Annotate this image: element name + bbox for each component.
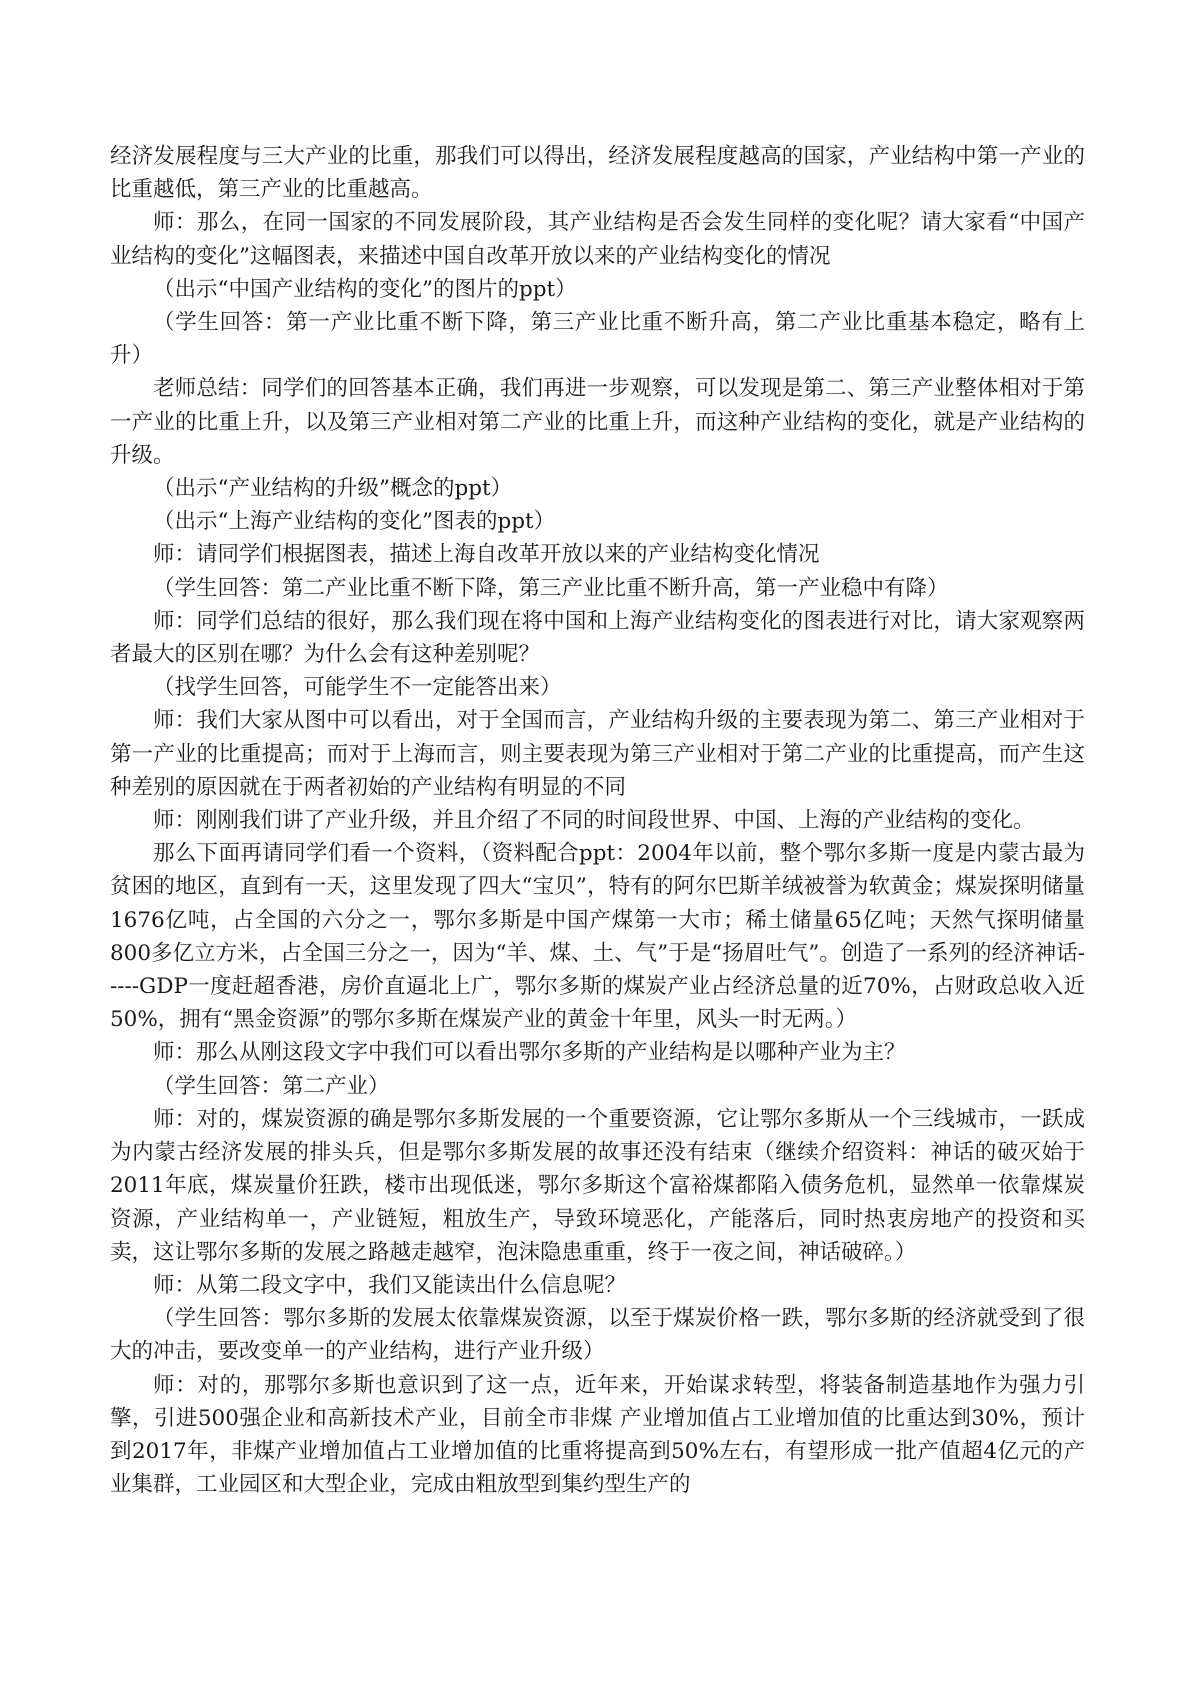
paragraph-5: （出示“产业结构的升级”概念的ppt） xyxy=(153,476,513,502)
paragraph-7: 师：请同学们根据图表，描述上海自改革开放以来的产业结构变化情况 xyxy=(153,542,820,568)
paragraph-18: （学生回答：鄂尔多斯的发展太依靠煤炭资源，以至于煤炭价格一跌，鄂尔多斯的经济就受到了很大的冲击，要改变单一的产业结构，进行产业升级） xyxy=(110,1306,1085,1365)
paragraph-3: （学生回答：第一产业比重不断下降，第三产业比重不断升高，第二产业比重基本稳定，略有上升） xyxy=(110,310,1085,369)
paragraph-1: 师：那么，在同一国家的不同发展阶段，其产业结构是否会发生同样的变化呢？请大家看“中国产业结构的变化”这幅图表，来描述中国自改革开放以来的产业结构变化的情况 xyxy=(110,210,1085,269)
paragraph-6: （出示“上海产业结构的变化”图表的ppt） xyxy=(153,509,556,535)
paragraph-0: 经济发展程度与三大产业的比重，那我们可以得出，经济发展程度越高的国家，产业结构中第一产业的比重越低，第三产业的比重越高。 xyxy=(110,144,1085,203)
paragraph-10: （找学生回答，可能学生不一定能答出来） xyxy=(153,675,562,701)
paragraph-8: （学生回答：第二产业比重不断下降，第三产业比重不断升高，第一产业稳中有降） xyxy=(153,575,949,601)
paragraph-13: 那么下面再请同学们看一个资料，（资料配合ppt：2004年以前，整个鄂尔多斯一度是内蒙古最为贫困的地区，直到有一天，这里发现了四大“宝贝”，特有的阿尔巴斯羊绒被誉为软黄金；煤炭探明储量1676亿吨，占全国的六分之一，鄂尔多斯是中国产煤第一大市；稀土储量65亿吨；天然气探明储量800多亿立方米，占全国三分之一，因为“羊、煤、土、气”于是“扬眉吐气”。创造了一系列的经济神话-----GDP一度赶超香港，房价直逼北上广，鄂尔多斯的煤炭产业占经济总量的近70%，占财政总收入近50%，拥有“黑金资源”的鄂尔多斯在煤炭产业的黄金十年里，风头一时无两。） xyxy=(110,841,1085,1033)
paragraph-17: 师：从第二段文字中，我们又能读出什么信息呢？ xyxy=(153,1272,627,1298)
paragraph-11: 师：我们大家从图中可以看出，对于全国而言，产业结构升级的主要表现为第二、第三产业相对于第一产业的比重提高；而对于上海而言，则主要表现为第三产业相对于第二产业的比重提高，而产生这种差别的原因就在于两者初始的产业结构有明显的不同 xyxy=(110,708,1085,800)
paragraph-12: 师：刚刚我们讲了产业升级，并且介绍了不同的时间段世界、中国、上海的产业结构的变化。 xyxy=(153,808,1035,834)
paragraph-16: 师：对的，煤炭资源的确是鄂尔多斯发展的一个重要资源，它让鄂尔多斯从一个三线城市，一跃成为内蒙古经济发展的排头兵，但是鄂尔多斯发展的故事还没有结束（继续介绍资料：神话的破灭始于2011年底，煤炭量价狂跌，楼市出现低迷，鄂尔多斯这个富裕煤都陷入债务危机，显然单一依靠煤炭资源，产业结构单一，产业链短，粗放生产，导致环境恶化，产能落后，同时热衷房地产的投资和买卖，这让鄂尔多斯的发展之路越走越窄，泡沫隐患重重，终于一夜之间，神话破碎。） xyxy=(110,1106,1085,1265)
paragraph-9: 师：同学们总结的很好，那么我们现在将中国和上海产业结构变化的图表进行对比，请大家观察两者最大的区别在哪？为什么会有这种差别呢？ xyxy=(110,608,1085,668)
paragraph-15: （学生回答：第二产业） xyxy=(153,1073,390,1099)
paragraph-4: 老师总结：同学们的回答基本正确，我们再进一步观察，可以发现是第二、第三产业整体相对于第一产业的比重上升，以及第三产业相对第二产业的比重上升，而这种产业结构的变化，就是产业结构的升级。 xyxy=(110,376,1085,468)
paragraph-2: （出示“中国产业结构的变化”的图片的ppt） xyxy=(153,276,577,302)
document-body xyxy=(110,140,1085,1501)
paragraph-14: 师：那么从刚这段文字中我们可以看出鄂尔多斯的产业结构是以哪种产业为主？ xyxy=(153,1040,906,1066)
paragraph-19: 师：对的，那鄂尔多斯也意识到了这一点，近年来，开始谋求转型，将装备制造基地作为强力引擎，引进500强企业和高新技术产业，目前全市非煤 产业增加值占工业增加值的比重达到30%，预计到2017年，非煤产业增加值占工业增加值的比重将提高到50%左右，有望形成一批产值超4亿元的产业集群，工业园区和大型企业，完成由粗放型到集约型生产的 xyxy=(110,1372,1085,1498)
